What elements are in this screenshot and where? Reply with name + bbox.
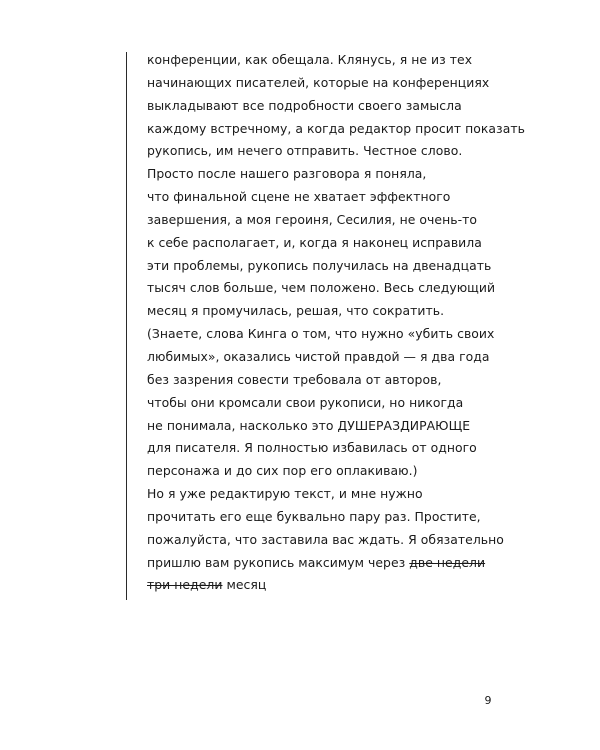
text-line-21: прочитать его еще буквально пару раз. Простите, [147, 508, 481, 524]
text-line-23 [147, 552, 567, 575]
text-line-12: месяц я промучилась, решая, что сократить. [147, 303, 445, 319]
text-line-15: без зазрения совести требовала от авторов, [147, 371, 442, 387]
text-line-10: эти проблемы, рукопись получилась на двенадцать [147, 257, 492, 273]
text-line-24 [147, 574, 567, 597]
body-text [147, 49, 567, 597]
text-line-7: что финальной сцене не хватает эффектного [147, 189, 451, 205]
text-line-5: рукопись, им нечего отправить. Честное слово. [147, 143, 463, 159]
text-line-23-before: пришлю вам рукопись максимум через [147, 554, 410, 570]
text-line-11: тысяч слов больше, чем положено. Весь следующий [147, 280, 496, 296]
text-line-8: завершения, а моя героиня, Сесилия, не очень-то [147, 211, 477, 227]
margin-rule [126, 52, 127, 600]
text-line-19: персонажа и до сих пор его оплакиваю.) [147, 463, 418, 479]
text-line-2: начинающих писателей, которые на конференциях [147, 74, 490, 90]
text-line-14: любимых», оказались чистой правдой — я два года [147, 348, 490, 364]
struck-text-two-weeks: две недели [409, 554, 486, 570]
text-line-3: выкладывают все подробности своего замысла [147, 97, 462, 113]
text-line-17: не понимала, насколько это ДУШЕРАЗДИРАЮЩЕ [147, 417, 471, 433]
text-line-4: каждому встречному, а когда редактор просит показать [147, 120, 525, 136]
text-line-24-after: месяц [222, 577, 267, 593]
text-line-16: чтобы они кромсали свои рукописи, но никогда [147, 394, 464, 410]
text-line-20: Но я уже редактирую текст, и мне нужно [147, 486, 423, 502]
page-number: 9 [484, 694, 492, 707]
text-line-6: Просто после нашего разговора я поняла, [147, 166, 427, 182]
text-line-1: конференции, как обещала. Клянусь, я не из тех [147, 52, 473, 67]
struck-text-three-weeks: три недели [147, 577, 223, 593]
text-line-13: (Знаете, слова Кинга о том, что нужно «убить своих [147, 326, 495, 342]
text-line-9: к себе располагает, и, когда я наконец исправила [147, 234, 482, 250]
text-line-18: для писателя. Я полностью избавилась от одного [147, 440, 477, 456]
text-line-22: пожалуйста, что заставила вас ждать. Я обязательно [147, 531, 504, 547]
